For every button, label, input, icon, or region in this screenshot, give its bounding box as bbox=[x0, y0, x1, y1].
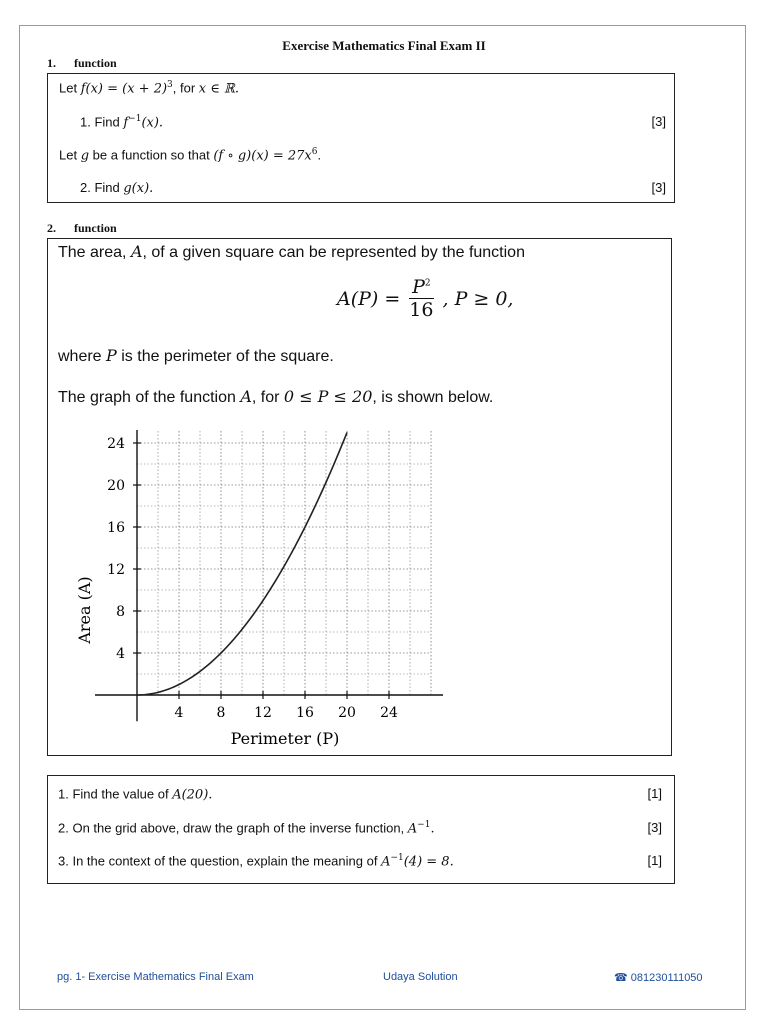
chart-grid bbox=[137, 430, 431, 695]
y-axis-label: Area (A) bbox=[75, 576, 94, 644]
s2-intro: The area, A, of a given square can be represented by the function bbox=[58, 242, 525, 261]
section-1-box bbox=[47, 73, 675, 203]
formula-fraction: $\frac{P^2}{16}$ bbox=[409, 276, 434, 321]
area-perimeter-chart bbox=[60, 430, 460, 760]
chart-axes bbox=[95, 430, 443, 721]
questions-box bbox=[47, 775, 675, 884]
x-axis-label: Perimeter (P) bbox=[230, 729, 340, 748]
y-tick-label-8: 8 bbox=[116, 604, 125, 620]
question-2-marks: [3] bbox=[647, 820, 662, 835]
section-1-heading: 1. function bbox=[47, 56, 117, 70]
x-tick-label-12: 12 bbox=[254, 705, 272, 721]
y-tick-label-4: 4 bbox=[116, 646, 125, 662]
s1-line2: Let g be a function so that (f ∘ $g)(x) = 27x^6$. bbox=[59, 147, 322, 164]
y-tick-label-24: 24 bbox=[107, 436, 125, 452]
footer-left: pg. 1- Exercise Mathematics Final Exam bbox=[57, 971, 254, 983]
s1-question-2: 2. Find g(x). bbox=[80, 180, 154, 196]
question-2: 2. On the grid above, draw the graph of the inverse function, $A^{-1}$. bbox=[58, 820, 435, 837]
telephone-icon: ☎ bbox=[614, 972, 628, 984]
x-tick-label-24: 24 bbox=[380, 705, 398, 721]
s2-where: where P is the perimeter of the square. bbox=[58, 346, 334, 365]
footer-right: ☎ 081230111050 bbox=[614, 972, 703, 984]
page-title: Exercise Mathematics Final Exam II bbox=[282, 38, 486, 53]
x-tick-label-20: 20 bbox=[338, 705, 356, 721]
s1-line1: Let $f(x) = (x + 2)^3$, for x ∈ ℝ. bbox=[59, 80, 239, 97]
s1-question-1: 1. Find $f^{-1}(x)$. bbox=[80, 114, 164, 131]
chart-ticks bbox=[107, 436, 398, 721]
y-tick-label-12: 12 bbox=[107, 562, 125, 578]
x-tick-label-4: 4 bbox=[174, 705, 184, 721]
question-3: 3. In the context of the question, explain the meaning of $A^{-1}(4) = 8$. bbox=[58, 853, 454, 870]
question-3-marks: [1] bbox=[647, 853, 662, 868]
x-tick-label-8: 8 bbox=[216, 705, 226, 721]
s2-graph-text: The graph of the function A, for 0 ≤ P ≤ 20, is shown below. bbox=[58, 387, 494, 406]
x-tick-label-16: 16 bbox=[296, 705, 314, 721]
area-formula: A(P) = $\frac{P^2}{16}$ , P ≥ 0, bbox=[337, 276, 514, 321]
section-2-heading: 2. function bbox=[47, 221, 117, 235]
footer-center: Udaya Solution bbox=[383, 971, 458, 983]
y-tick-label-20: 20 bbox=[107, 478, 125, 494]
s1-q2-marks: [3] bbox=[651, 180, 666, 195]
question-1-marks: [1] bbox=[647, 786, 662, 801]
y-tick-label-16: 16 bbox=[107, 520, 125, 536]
s1-q1-marks: [3] bbox=[651, 114, 666, 129]
question-1: 1. Find the value of A(20). bbox=[58, 786, 213, 803]
